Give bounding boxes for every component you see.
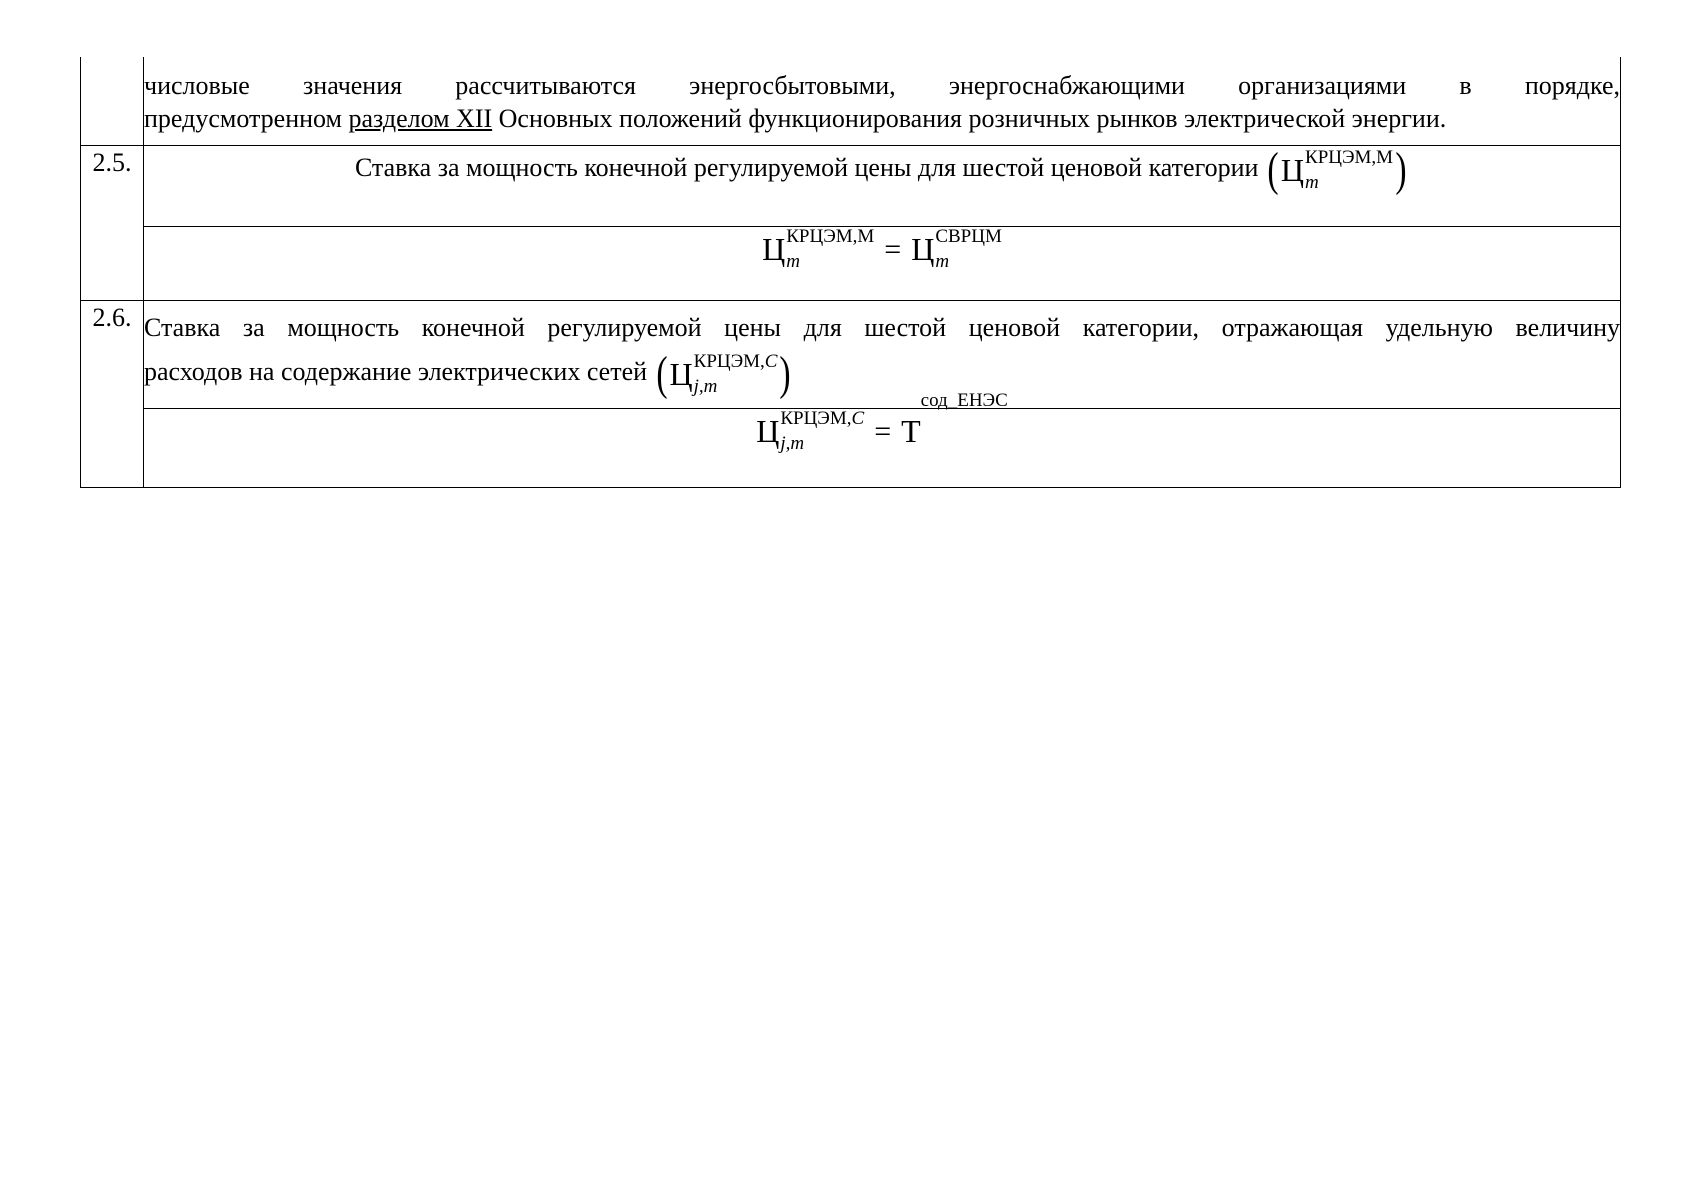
formula-rhs-base: Т bbox=[901, 413, 921, 449]
row-2-6-title-line-2-wrap bbox=[144, 347, 1620, 400]
row-2-5-title-cell bbox=[144, 143, 1621, 227]
formula-rhs-superscript: сод_ЕНЭС bbox=[920, 390, 1008, 411]
formula-equals: = bbox=[884, 232, 902, 266]
continuation-line-2-pre: предусмотренном bbox=[144, 104, 349, 133]
table-row-2-6-formula bbox=[81, 409, 1621, 488]
formula-equals: = bbox=[874, 414, 892, 448]
formula-lhs-subscript: j,m bbox=[780, 433, 805, 454]
formula-lhs-base: Ц bbox=[762, 231, 786, 267]
formula-lhs-superscript: КРЦЭМ, bbox=[780, 408, 852, 429]
formula-rhs-subscript: m bbox=[935, 251, 950, 272]
table-row-continuation bbox=[81, 57, 1621, 146]
formula-rhs-superscript: СВРЦМ bbox=[935, 226, 1002, 247]
document-page bbox=[80, 57, 1620, 488]
formula-lhs-superscript: КРЦЭМ,М bbox=[786, 226, 875, 247]
row-2-6-title-line-1: Ставка за мощность конечной регулируемой цены для шестой ценовой категории, отражающая удельную величину bbox=[144, 313, 1620, 342]
symbol-superscript-italic: C bbox=[764, 351, 778, 372]
continuation-text-cell bbox=[144, 57, 1621, 146]
row-2-6-title-line-2: расходов на содержание электрических сетей bbox=[144, 356, 648, 386]
table-row-2-5-heading bbox=[81, 146, 1621, 227]
row-number-empty bbox=[81, 57, 144, 146]
symbol-subscript: m bbox=[1305, 172, 1319, 193]
continuation-line-2-post: Основных положений функционирования розничных рынков электрической энергии. bbox=[492, 104, 1447, 133]
symbol-subscript: j,m bbox=[693, 376, 718, 397]
row-2-6-formula-cell bbox=[144, 390, 1621, 488]
formula-lhs-superscript-italic: C bbox=[851, 408, 865, 429]
row-2-6-title-symbol: ( Ц КРЦЭМ,C j,m ) bbox=[655, 347, 792, 400]
symbol-base: Ц bbox=[1280, 152, 1305, 188]
table-row-2-6-heading bbox=[81, 301, 1621, 409]
formula-2-6 bbox=[756, 390, 1008, 454]
continuation-line-1: числовые значения рассчитываются энергосбытовыми, энергоснабжающими организациями в порядке, bbox=[144, 71, 1620, 100]
symbol-base: Ц bbox=[669, 356, 693, 392]
section-xii-link[interactable]: разделом XII bbox=[348, 104, 493, 133]
formula-lhs-base: Ц bbox=[756, 413, 780, 449]
row-2-6-title-cell bbox=[144, 301, 1621, 409]
row-number-2-6: 2.6. bbox=[81, 301, 144, 488]
row-2-5-title-symbol: ( Ц КРЦЭМ,М m ) bbox=[1267, 143, 1407, 196]
row-2-5-title: Ставка за мощность конечной регулируемой цены для шестой ценовой категории bbox=[354, 152, 1259, 182]
row-2-5-formula-cell bbox=[144, 227, 1621, 301]
row-number-2-5: 2.5. bbox=[81, 146, 144, 301]
formula-2-5 bbox=[762, 227, 1002, 271]
tariff-table bbox=[80, 57, 1621, 488]
symbol-superscript: КРЦЭМ,М bbox=[1305, 147, 1394, 168]
formula-rhs-base: Ц bbox=[911, 231, 935, 267]
continuation-line-2 bbox=[144, 102, 1620, 135]
table-row-2-5-formula bbox=[81, 227, 1621, 301]
formula-lhs-subscript: m bbox=[786, 251, 800, 272]
symbol-superscript: КРЦЭМ, bbox=[693, 351, 765, 372]
